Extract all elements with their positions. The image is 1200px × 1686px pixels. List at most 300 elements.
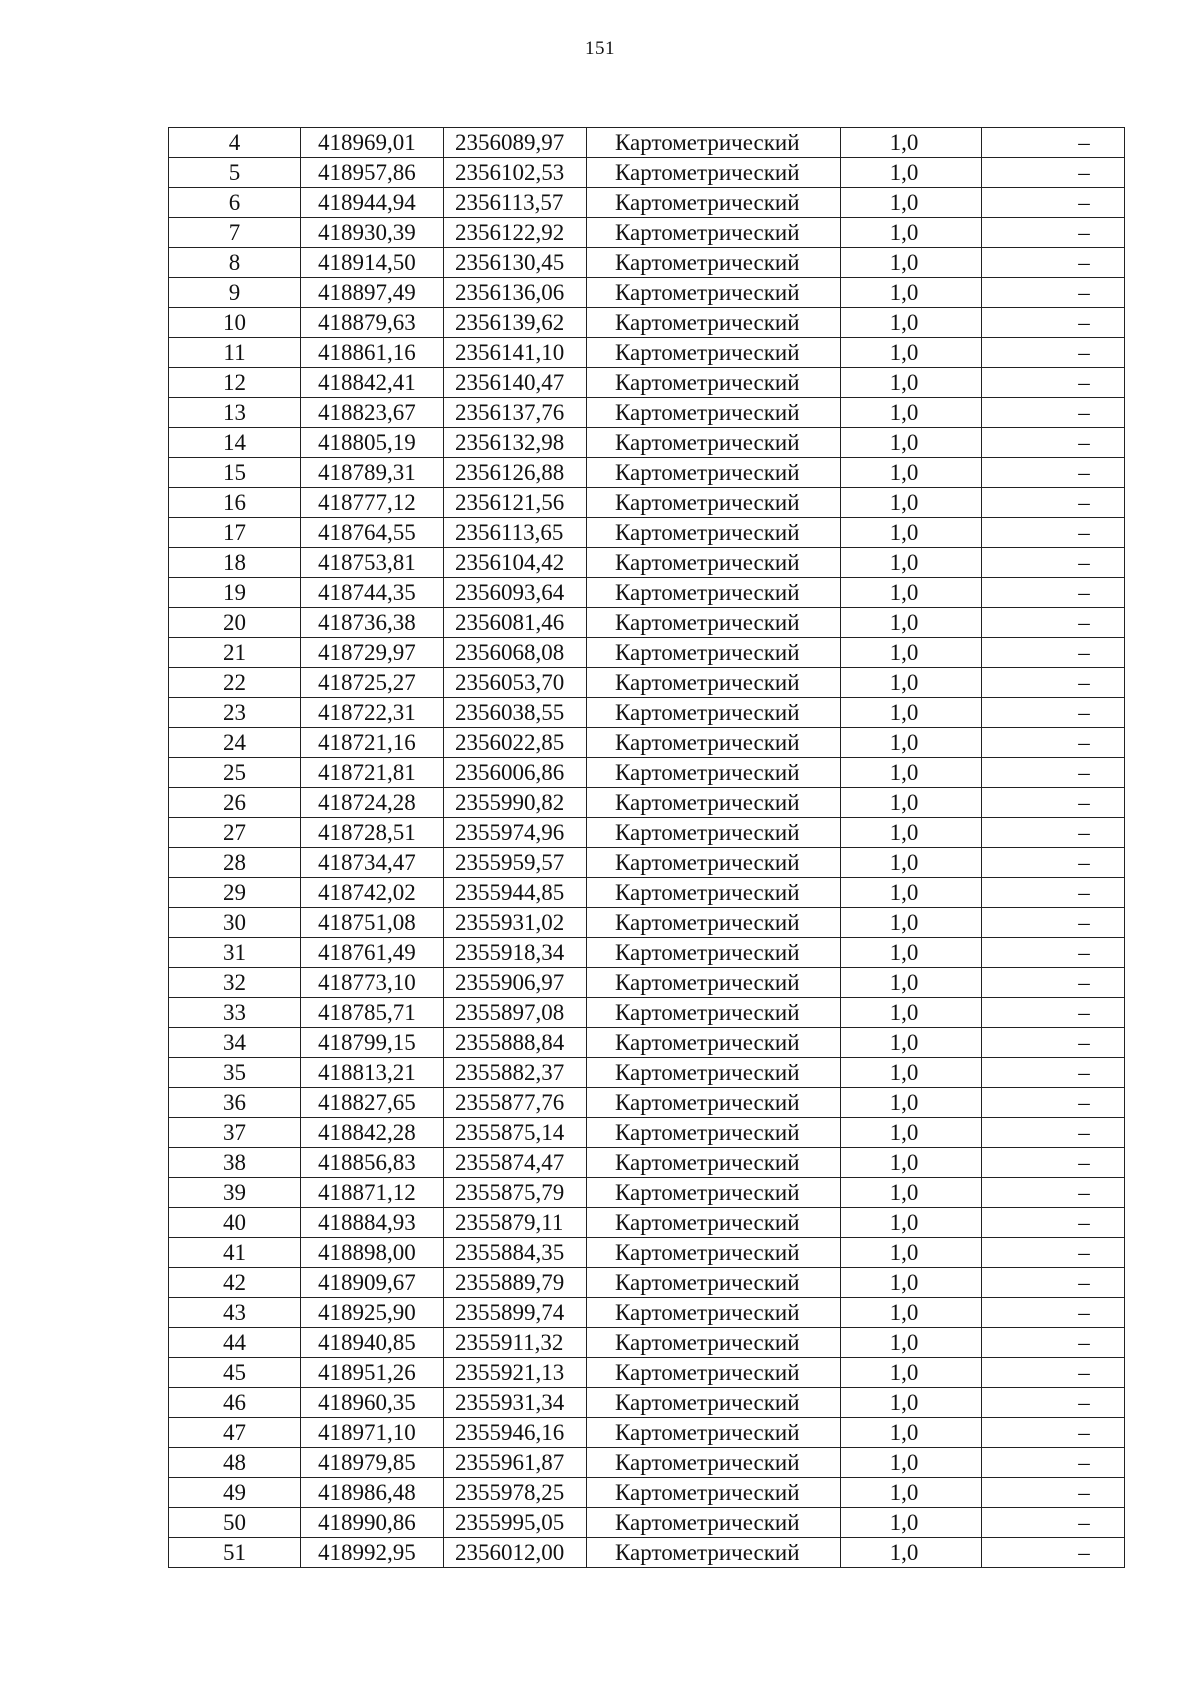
description-cell: –	[982, 158, 1125, 188]
table-row	[169, 218, 1125, 248]
table-row	[169, 1178, 1125, 1208]
point-number-cell: 45	[169, 1358, 301, 1388]
point-number-cell: 44	[169, 1328, 301, 1358]
table-row	[169, 968, 1125, 998]
y-coordinate-cell: 2355961,87	[444, 1448, 587, 1478]
point-number-cell: 36	[169, 1088, 301, 1118]
description-cell: –	[982, 188, 1125, 218]
x-coordinate-cell: 418761,49	[301, 938, 444, 968]
description-cell: –	[982, 1298, 1125, 1328]
method-cell: Картометрический	[587, 1538, 841, 1568]
description-cell: –	[982, 1118, 1125, 1148]
x-coordinate-cell: 418930,39	[301, 218, 444, 248]
y-coordinate-cell: 2356053,70	[444, 668, 587, 698]
description-cell: –	[982, 248, 1125, 278]
y-coordinate-cell: 2355944,85	[444, 878, 587, 908]
description-cell: –	[982, 368, 1125, 398]
x-coordinate-cell: 418823,67	[301, 398, 444, 428]
description-cell: –	[982, 1358, 1125, 1388]
table-row	[169, 1028, 1125, 1058]
x-coordinate-cell: 418909,67	[301, 1268, 444, 1298]
x-coordinate-cell: 418960,35	[301, 1388, 444, 1418]
table-row	[169, 1358, 1125, 1388]
x-coordinate-cell: 418736,38	[301, 608, 444, 638]
table-row	[169, 1238, 1125, 1268]
y-coordinate-cell: 2356130,45	[444, 248, 587, 278]
method-cell: Картометрический	[587, 848, 841, 878]
description-cell: –	[982, 1058, 1125, 1088]
accuracy-cell: 1,0	[841, 578, 982, 608]
point-number-cell: 4	[169, 128, 301, 158]
method-cell: Картометрический	[587, 128, 841, 158]
x-coordinate-cell: 418940,85	[301, 1328, 444, 1358]
description-cell: –	[982, 1148, 1125, 1178]
description-cell: –	[982, 938, 1125, 968]
method-cell: Картометрический	[587, 1508, 841, 1538]
x-coordinate-cell: 418856,83	[301, 1148, 444, 1178]
y-coordinate-cell: 2356137,76	[444, 398, 587, 428]
description-cell: –	[982, 578, 1125, 608]
table-row	[169, 1388, 1125, 1418]
point-number-cell: 16	[169, 488, 301, 518]
point-number-cell: 34	[169, 1028, 301, 1058]
y-coordinate-cell: 2355882,37	[444, 1058, 587, 1088]
accuracy-cell: 1,0	[841, 518, 982, 548]
x-coordinate-cell: 418861,16	[301, 338, 444, 368]
y-coordinate-cell: 2355959,57	[444, 848, 587, 878]
description-cell: –	[982, 458, 1125, 488]
table-row	[169, 518, 1125, 548]
accuracy-cell: 1,0	[841, 1448, 982, 1478]
method-cell: Картометрический	[587, 158, 841, 188]
y-coordinate-cell: 2355978,25	[444, 1478, 587, 1508]
description-cell: –	[982, 1178, 1125, 1208]
table-row	[169, 1208, 1125, 1238]
table-row	[169, 608, 1125, 638]
coordinates-table	[168, 127, 1125, 1568]
table-row	[169, 248, 1125, 278]
x-coordinate-cell: 418944,94	[301, 188, 444, 218]
point-number-cell: 14	[169, 428, 301, 458]
method-cell: Картометрический	[587, 1148, 841, 1178]
table-row	[169, 638, 1125, 668]
accuracy-cell: 1,0	[841, 1298, 982, 1328]
point-number-cell: 26	[169, 788, 301, 818]
table-row	[169, 1298, 1125, 1328]
description-cell: –	[982, 698, 1125, 728]
point-number-cell: 22	[169, 668, 301, 698]
accuracy-cell: 1,0	[841, 758, 982, 788]
table-row	[169, 938, 1125, 968]
point-number-cell: 27	[169, 818, 301, 848]
description-cell: –	[982, 1478, 1125, 1508]
y-coordinate-cell: 2355884,35	[444, 1238, 587, 1268]
y-coordinate-cell: 2356121,56	[444, 488, 587, 518]
x-coordinate-cell: 418871,12	[301, 1178, 444, 1208]
description-cell: –	[982, 218, 1125, 248]
method-cell: Картометрический	[587, 578, 841, 608]
y-coordinate-cell: 2355974,96	[444, 818, 587, 848]
point-number-cell: 46	[169, 1388, 301, 1418]
accuracy-cell: 1,0	[841, 218, 982, 248]
method-cell: Картометрический	[587, 1478, 841, 1508]
method-cell: Картометрический	[587, 488, 841, 518]
accuracy-cell: 1,0	[841, 278, 982, 308]
point-number-cell: 31	[169, 938, 301, 968]
description-cell: –	[982, 278, 1125, 308]
x-coordinate-cell: 418777,12	[301, 488, 444, 518]
point-number-cell: 29	[169, 878, 301, 908]
table-row	[169, 548, 1125, 578]
description-cell: –	[982, 758, 1125, 788]
x-coordinate-cell: 418827,65	[301, 1088, 444, 1118]
table-row	[169, 488, 1125, 518]
description-cell: –	[982, 1538, 1125, 1568]
y-coordinate-cell: 2356102,53	[444, 158, 587, 188]
description-cell: –	[982, 638, 1125, 668]
accuracy-cell: 1,0	[841, 128, 982, 158]
point-number-cell: 37	[169, 1118, 301, 1148]
accuracy-cell: 1,0	[841, 1208, 982, 1238]
point-number-cell: 12	[169, 368, 301, 398]
y-coordinate-cell: 2356038,55	[444, 698, 587, 728]
table-row	[169, 698, 1125, 728]
description-cell: –	[982, 728, 1125, 758]
point-number-cell: 5	[169, 158, 301, 188]
method-cell: Картометрический	[587, 1118, 841, 1148]
x-coordinate-cell: 418992,95	[301, 1538, 444, 1568]
method-cell: Картометрический	[587, 1448, 841, 1478]
description-cell: –	[982, 128, 1125, 158]
y-coordinate-cell: 2356093,64	[444, 578, 587, 608]
point-number-cell: 32	[169, 968, 301, 998]
description-cell: –	[982, 1508, 1125, 1538]
accuracy-cell: 1,0	[841, 698, 982, 728]
description-cell: –	[982, 818, 1125, 848]
table-row	[169, 1088, 1125, 1118]
y-coordinate-cell: 2356136,06	[444, 278, 587, 308]
point-number-cell: 6	[169, 188, 301, 218]
x-coordinate-cell: 418734,47	[301, 848, 444, 878]
x-coordinate-cell: 418925,90	[301, 1298, 444, 1328]
y-coordinate-cell: 2356022,85	[444, 728, 587, 758]
method-cell: Картометрический	[587, 818, 841, 848]
x-coordinate-cell: 418971,10	[301, 1418, 444, 1448]
description-cell: –	[982, 1208, 1125, 1238]
point-number-cell: 35	[169, 1058, 301, 1088]
x-coordinate-cell: 418986,48	[301, 1478, 444, 1508]
table-row	[169, 158, 1125, 188]
x-coordinate-cell: 418729,97	[301, 638, 444, 668]
table-row	[169, 458, 1125, 488]
accuracy-cell: 1,0	[841, 1538, 982, 1568]
point-number-cell: 25	[169, 758, 301, 788]
accuracy-cell: 1,0	[841, 428, 982, 458]
x-coordinate-cell: 418721,81	[301, 758, 444, 788]
x-coordinate-cell: 418884,93	[301, 1208, 444, 1238]
method-cell: Картометрический	[587, 698, 841, 728]
method-cell: Картометрический	[587, 758, 841, 788]
x-coordinate-cell: 418744,35	[301, 578, 444, 608]
description-cell: –	[982, 608, 1125, 638]
description-cell: –	[982, 788, 1125, 818]
x-coordinate-cell: 418957,86	[301, 158, 444, 188]
table-row	[169, 1538, 1125, 1568]
point-number-cell: 24	[169, 728, 301, 758]
accuracy-cell: 1,0	[841, 908, 982, 938]
y-coordinate-cell: 2356104,42	[444, 548, 587, 578]
table-row	[169, 818, 1125, 848]
method-cell: Картометрический	[587, 1088, 841, 1118]
y-coordinate-cell: 2355906,97	[444, 968, 587, 998]
x-coordinate-cell: 418951,26	[301, 1358, 444, 1388]
table-row	[169, 1448, 1125, 1478]
y-coordinate-cell: 2356089,97	[444, 128, 587, 158]
table-row	[169, 1118, 1125, 1148]
point-number-cell: 17	[169, 518, 301, 548]
x-coordinate-cell: 418785,71	[301, 998, 444, 1028]
accuracy-cell: 1,0	[841, 188, 982, 218]
description-cell: –	[982, 908, 1125, 938]
point-number-cell: 11	[169, 338, 301, 368]
point-number-cell: 23	[169, 698, 301, 728]
accuracy-cell: 1,0	[841, 878, 982, 908]
description-cell: –	[982, 1268, 1125, 1298]
page-number: 151	[585, 38, 615, 59]
description-cell: –	[982, 1028, 1125, 1058]
method-cell: Картометрический	[587, 548, 841, 578]
accuracy-cell: 1,0	[841, 158, 982, 188]
y-coordinate-cell: 2355875,79	[444, 1178, 587, 1208]
accuracy-cell: 1,0	[841, 368, 982, 398]
point-number-cell: 8	[169, 248, 301, 278]
x-coordinate-cell: 418805,19	[301, 428, 444, 458]
x-coordinate-cell: 418897,49	[301, 278, 444, 308]
x-coordinate-cell: 418789,31	[301, 458, 444, 488]
point-number-cell: 43	[169, 1298, 301, 1328]
point-number-cell: 39	[169, 1178, 301, 1208]
x-coordinate-cell: 418969,01	[301, 128, 444, 158]
method-cell: Картометрический	[587, 338, 841, 368]
table-row	[169, 1508, 1125, 1538]
description-cell: –	[982, 398, 1125, 428]
method-cell: Картометрический	[587, 1208, 841, 1238]
method-cell: Картометрический	[587, 1298, 841, 1328]
x-coordinate-cell: 418725,27	[301, 668, 444, 698]
y-coordinate-cell: 2355931,34	[444, 1388, 587, 1418]
description-cell: –	[982, 968, 1125, 998]
x-coordinate-cell: 418990,86	[301, 1508, 444, 1538]
method-cell: Картометрический	[587, 1238, 841, 1268]
method-cell: Картометрический	[587, 278, 841, 308]
accuracy-cell: 1,0	[841, 1418, 982, 1448]
description-cell: –	[982, 338, 1125, 368]
accuracy-cell: 1,0	[841, 1388, 982, 1418]
accuracy-cell: 1,0	[841, 728, 982, 758]
method-cell: Картометрический	[587, 878, 841, 908]
accuracy-cell: 1,0	[841, 818, 982, 848]
method-cell: Картометрический	[587, 938, 841, 968]
accuracy-cell: 1,0	[841, 1118, 982, 1148]
point-number-cell: 47	[169, 1418, 301, 1448]
point-number-cell: 9	[169, 278, 301, 308]
table-row	[169, 1328, 1125, 1358]
description-cell: –	[982, 428, 1125, 458]
table-row	[169, 338, 1125, 368]
description-cell: –	[982, 1238, 1125, 1268]
table-row	[169, 398, 1125, 428]
description-cell: –	[982, 1448, 1125, 1478]
method-cell: Картометрический	[587, 1418, 841, 1448]
method-cell: Картометрический	[587, 1328, 841, 1358]
y-coordinate-cell: 2355879,11	[444, 1208, 587, 1238]
y-coordinate-cell: 2355874,47	[444, 1148, 587, 1178]
y-coordinate-cell: 2355946,16	[444, 1418, 587, 1448]
method-cell: Картометрический	[587, 1058, 841, 1088]
table-row	[169, 1268, 1125, 1298]
description-cell: –	[982, 1328, 1125, 1358]
accuracy-cell: 1,0	[841, 338, 982, 368]
method-cell: Картометрический	[587, 458, 841, 488]
table-row	[169, 128, 1125, 158]
y-coordinate-cell: 2356012,00	[444, 1538, 587, 1568]
accuracy-cell: 1,0	[841, 968, 982, 998]
method-cell: Картометрический	[587, 188, 841, 218]
x-coordinate-cell: 418753,81	[301, 548, 444, 578]
x-coordinate-cell: 418813,21	[301, 1058, 444, 1088]
point-number-cell: 33	[169, 998, 301, 1028]
description-cell: –	[982, 998, 1125, 1028]
description-cell: –	[982, 848, 1125, 878]
y-coordinate-cell: 2356113,65	[444, 518, 587, 548]
accuracy-cell: 1,0	[841, 1058, 982, 1088]
x-coordinate-cell: 418879,63	[301, 308, 444, 338]
point-number-cell: 40	[169, 1208, 301, 1238]
point-number-cell: 30	[169, 908, 301, 938]
description-cell: –	[982, 518, 1125, 548]
accuracy-cell: 1,0	[841, 1328, 982, 1358]
table-row	[169, 758, 1125, 788]
point-number-cell: 51	[169, 1538, 301, 1568]
point-number-cell: 7	[169, 218, 301, 248]
y-coordinate-cell: 2355889,79	[444, 1268, 587, 1298]
point-number-cell: 18	[169, 548, 301, 578]
x-coordinate-cell: 418799,15	[301, 1028, 444, 1058]
table-row	[169, 848, 1125, 878]
x-coordinate-cell: 418722,31	[301, 698, 444, 728]
x-coordinate-cell: 418751,08	[301, 908, 444, 938]
coordinates-table-body	[169, 128, 1125, 1568]
y-coordinate-cell: 2355897,08	[444, 998, 587, 1028]
method-cell: Картометрический	[587, 908, 841, 938]
accuracy-cell: 1,0	[841, 1148, 982, 1178]
method-cell: Картометрический	[587, 1358, 841, 1388]
x-coordinate-cell: 418764,55	[301, 518, 444, 548]
table-row	[169, 578, 1125, 608]
table-row	[169, 668, 1125, 698]
accuracy-cell: 1,0	[841, 1478, 982, 1508]
y-coordinate-cell: 2356081,46	[444, 608, 587, 638]
method-cell: Картометрический	[587, 1268, 841, 1298]
x-coordinate-cell: 418914,50	[301, 248, 444, 278]
accuracy-cell: 1,0	[841, 1508, 982, 1538]
description-cell: –	[982, 488, 1125, 518]
table-row	[169, 308, 1125, 338]
method-cell: Картометрический	[587, 638, 841, 668]
table-row	[169, 728, 1125, 758]
table-row	[169, 278, 1125, 308]
point-number-cell: 15	[169, 458, 301, 488]
method-cell: Картометрический	[587, 368, 841, 398]
table-row	[169, 878, 1125, 908]
y-coordinate-cell: 2355888,84	[444, 1028, 587, 1058]
y-coordinate-cell: 2355875,14	[444, 1118, 587, 1148]
point-number-cell: 42	[169, 1268, 301, 1298]
table-row	[169, 428, 1125, 458]
method-cell: Картометрический	[587, 248, 841, 278]
accuracy-cell: 1,0	[841, 248, 982, 278]
description-cell: –	[982, 308, 1125, 338]
method-cell: Картометрический	[587, 398, 841, 428]
y-coordinate-cell: 2356140,47	[444, 368, 587, 398]
accuracy-cell: 1,0	[841, 1238, 982, 1268]
table-row	[169, 908, 1125, 938]
method-cell: Картометрический	[587, 308, 841, 338]
accuracy-cell: 1,0	[841, 938, 982, 968]
table-row	[169, 368, 1125, 398]
point-number-cell: 28	[169, 848, 301, 878]
method-cell: Картометрический	[587, 788, 841, 818]
point-number-cell: 49	[169, 1478, 301, 1508]
accuracy-cell: 1,0	[841, 638, 982, 668]
x-coordinate-cell: 418979,85	[301, 1448, 444, 1478]
y-coordinate-cell: 2356139,62	[444, 308, 587, 338]
accuracy-cell: 1,0	[841, 488, 982, 518]
accuracy-cell: 1,0	[841, 1178, 982, 1208]
table-row	[169, 188, 1125, 218]
method-cell: Картометрический	[587, 998, 841, 1028]
point-number-cell: 19	[169, 578, 301, 608]
point-number-cell: 13	[169, 398, 301, 428]
y-coordinate-cell: 2355877,76	[444, 1088, 587, 1118]
table-row	[169, 998, 1125, 1028]
y-coordinate-cell: 2356068,08	[444, 638, 587, 668]
accuracy-cell: 1,0	[841, 848, 982, 878]
method-cell: Картометрический	[587, 1388, 841, 1418]
y-coordinate-cell: 2355990,82	[444, 788, 587, 818]
method-cell: Картометрический	[587, 1028, 841, 1058]
accuracy-cell: 1,0	[841, 1268, 982, 1298]
accuracy-cell: 1,0	[841, 788, 982, 818]
point-number-cell: 41	[169, 1238, 301, 1268]
method-cell: Картометрический	[587, 968, 841, 998]
table-row	[169, 1058, 1125, 1088]
method-cell: Картометрический	[587, 1178, 841, 1208]
accuracy-cell: 1,0	[841, 998, 982, 1028]
table-row	[169, 1148, 1125, 1178]
y-coordinate-cell: 2355918,34	[444, 938, 587, 968]
point-number-cell: 20	[169, 608, 301, 638]
table-row	[169, 1418, 1125, 1448]
table-row	[169, 1478, 1125, 1508]
x-coordinate-cell: 418773,10	[301, 968, 444, 998]
accuracy-cell: 1,0	[841, 458, 982, 488]
method-cell: Картометрический	[587, 608, 841, 638]
description-cell: –	[982, 1388, 1125, 1418]
accuracy-cell: 1,0	[841, 548, 982, 578]
accuracy-cell: 1,0	[841, 308, 982, 338]
x-coordinate-cell: 418898,00	[301, 1238, 444, 1268]
